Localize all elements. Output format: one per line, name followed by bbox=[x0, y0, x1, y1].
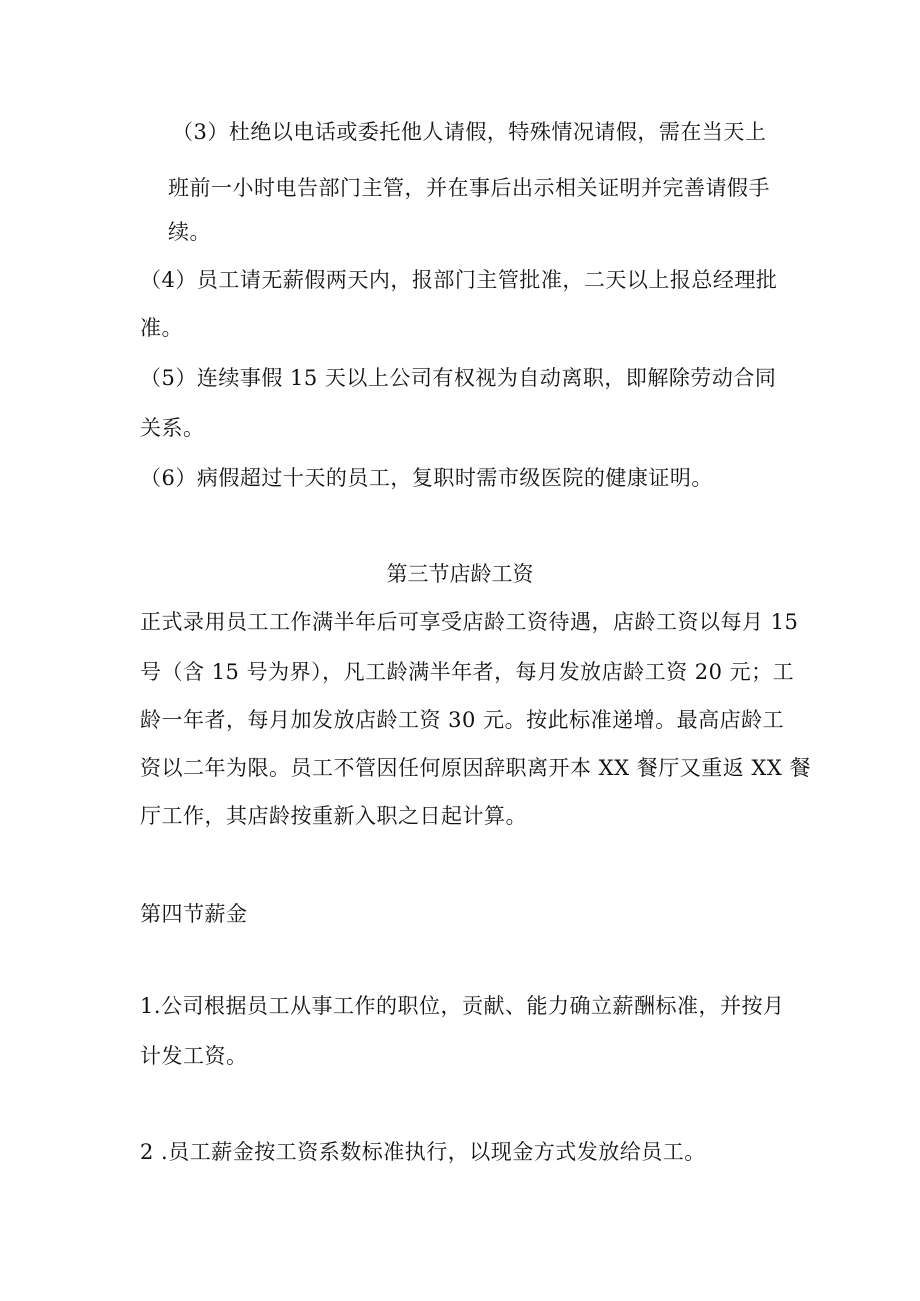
section-4-paragraph-2-line-1: 2 .员工薪金按工资系数标准执行，以现金方式发放给员工。 bbox=[140, 1140, 706, 1164]
section-4-title: 第四节薪金 bbox=[140, 902, 248, 926]
section-3-line-5: 厅工作，其店龄按重新入职之日起计算。 bbox=[140, 804, 527, 828]
item-3-line-3: 续。 bbox=[168, 220, 211, 244]
section-4-paragraph-1-line-1: 1.公司根据员工从事工作的职位，贡献、能力确立薪酬标准，并按月 bbox=[140, 994, 785, 1018]
item-5-line-1: （5）连续事假 15 天以上公司有权视为自动离职，即解除劳动合同 bbox=[140, 366, 777, 390]
section-3-line-3: 龄一年者，每月加发放店龄工资 30 元。按此标准递增。最高店龄工 bbox=[140, 708, 785, 732]
section-3-line-2: 号（含 15 号为界），凡工龄满半年者，每月发放店龄工资 20 元；工 bbox=[140, 660, 795, 684]
item-5-line-2: 关系。 bbox=[140, 416, 205, 440]
item-3-line-2: 班前一小时电告部门主管，并在事后出示相关证明并完善请假手 bbox=[168, 176, 770, 200]
section-3-line-1: 正式录用员工工作满半年后可享受店龄工资待遇，店龄工资以每月 15 bbox=[140, 610, 799, 634]
section-4-paragraph-1-line-2: 计发工资。 bbox=[140, 1044, 248, 1068]
item-6-line-1: （6）病假超过十天的员工，复职时需市级医院的健康证明。 bbox=[140, 466, 713, 490]
item-3-line-1: （3）杜绝以电话或委托他人请假，特殊情况请假，需在当天上 bbox=[172, 120, 767, 144]
section-3-line-4: 资以二年为限。员工不管因任何原因辞职离开本 XX 餐厅又重返 XX 餐 bbox=[140, 756, 811, 780]
item-4-line-1: （4）员工请无薪假两天内，报部门主管批准，二天以上报总经理批 bbox=[140, 268, 778, 292]
section-3-title: 第三节店龄工资 bbox=[386, 562, 534, 586]
item-4-line-2: 准。 bbox=[140, 316, 183, 340]
